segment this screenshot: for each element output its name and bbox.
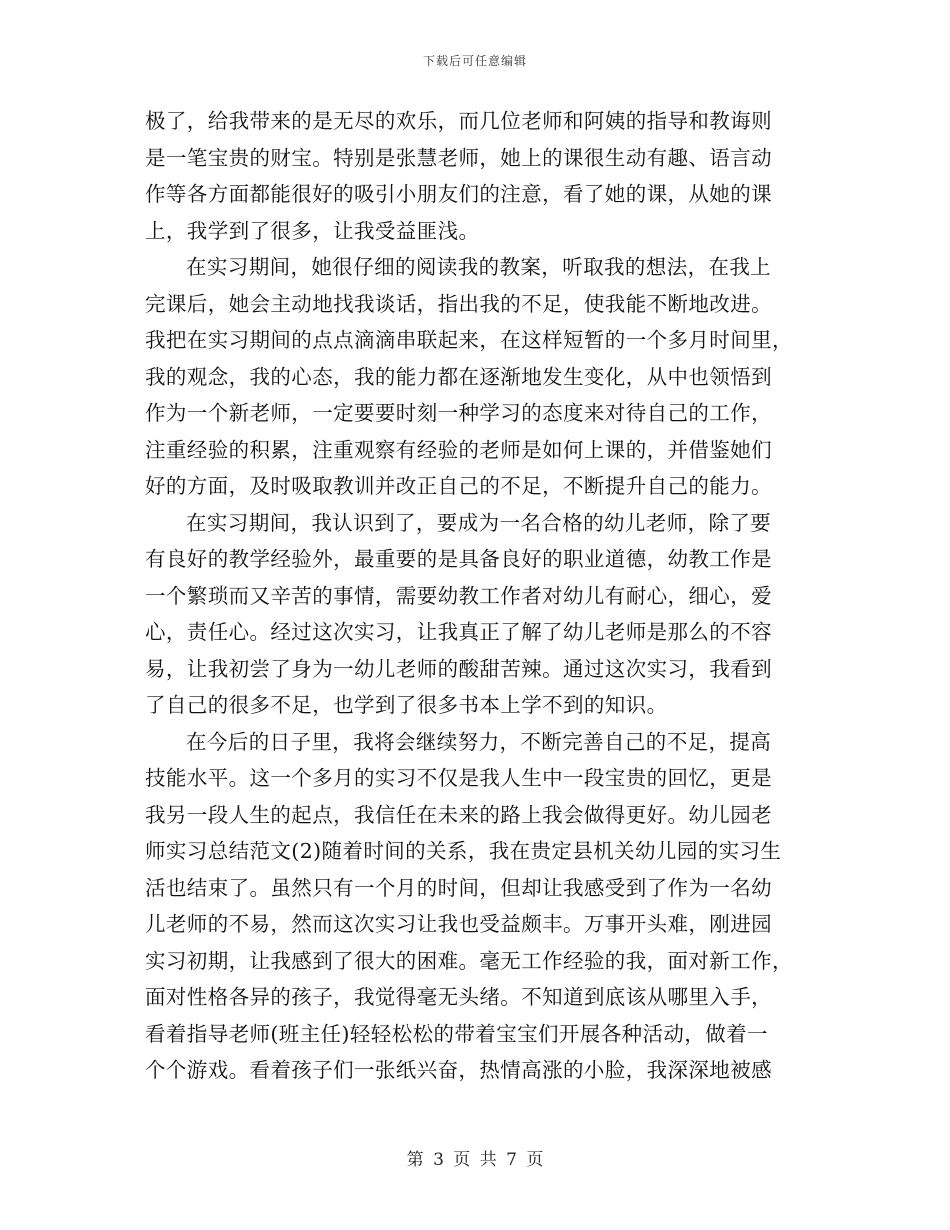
- text-line: 实习初期，让我感到了很大的困难。毫无工作经验的我，面对新工作，: [145, 948, 793, 973]
- text-line: 技能水平。这一个多月的实习不仅是我人生中一段宝贵的回忆，更是: [145, 766, 772, 790]
- paragraph-first-line: 在实习期间，我认识到了，要成为一名合格的幼儿老师，除了要: [186, 510, 772, 535]
- page-number-footer: 第 3 页 共 7 页: [406, 1150, 544, 1170]
- text-line: 作等各方面都能很好的吸引小朋友们的注意，看了她的课，从她的课: [145, 182, 772, 206]
- text-line: 儿老师的不易，然而这次实习让我也受益颇丰。万事开头难，刚进园: [145, 912, 772, 936]
- text-line: 了自己的很多不足，也学到了很多书本上学不到的知识。: [145, 693, 668, 717]
- text-line: 易，让我初尝了身为一幼儿老师的酸甜苦辣。通过这次实习，我看到: [145, 656, 772, 681]
- text-line: 一个繁琐而又辛苦的事情，需要幼教工作者对幼儿有耐心，细心，爱: [145, 583, 772, 608]
- paragraph-first-line: 在实习期间，她很仔细的阅读我的教案，听取我的想法，在我上: [186, 255, 772, 279]
- text-line: 作为一个新老师，一定要要时刻一种学习的态度来对待自己的工作，: [145, 401, 772, 425]
- text-line: 面对性格各异的孩子，我觉得毫无头绪。不知道到底该从哪里入手，: [145, 985, 772, 1009]
- document-body: [145, 103, 807, 1089]
- page-header: 下载后可任意编辑: [422, 54, 527, 68]
- text-line: 师实习总结范文(2)随着时间的关系，我在贵定县机关幼儿园的实习生: [145, 839, 782, 863]
- text-line: 我的观念，我的心态，我的能力都在逐渐地发生变化，从中也领悟到: [145, 364, 772, 389]
- text-line: 个个游戏。看着孩子们一张纸兴奋，热情高涨的小脸，我深深地被感: [145, 1058, 772, 1082]
- text-line: 完课后，她会主动地找我谈话，指出我的不足，使我能不断地改进。: [145, 291, 772, 316]
- text-line: 有良好的教学经验外，最重要的是具备良好的职业道德，幼教工作是: [145, 547, 772, 571]
- text-line: 注重经验的积累，注重观察有经验的老师是如何上课的，并借鉴她们: [145, 437, 772, 462]
- text-line: 我另一段人生的起点，我信任在未来的路上我会做得更好。幼儿园老: [145, 802, 772, 827]
- text-line: 我把在实习期间的点点滴滴串联起来，在这样短暂的一个多月时间里，: [145, 328, 793, 352]
- text-line: 好的方面，及时吸取教训并改正自己的不足，不断提升自己的能力。: [145, 474, 772, 498]
- text-line: 看着指导老师(班主任)轻轻松松的带着宝宝们开展各种活动，做着一: [145, 1021, 768, 1046]
- text-line: 上，我学到了很多，让我受益匪浅。: [145, 218, 480, 243]
- text-line: 活也结束了。虽然只有一个月的时间，但却让我感受到了作为一名幼: [145, 875, 772, 900]
- text-line: 心，责任心。经过这次实习，让我真正了解了幼儿老师是那么的不容: [145, 620, 772, 644]
- text-line: 是一笔宝贵的财宝。特别是张慧老师，她上的课很生动有趣、语言动: [145, 145, 772, 170]
- paragraph-first-line: 在今后的日子里，我将会继续努力，不断完善自己的不足，提高: [186, 729, 772, 754]
- text-line: 极了，给我带来的是无尽的欢乐，而几位老师和阿姨的指导和教诲则: [145, 109, 772, 133]
